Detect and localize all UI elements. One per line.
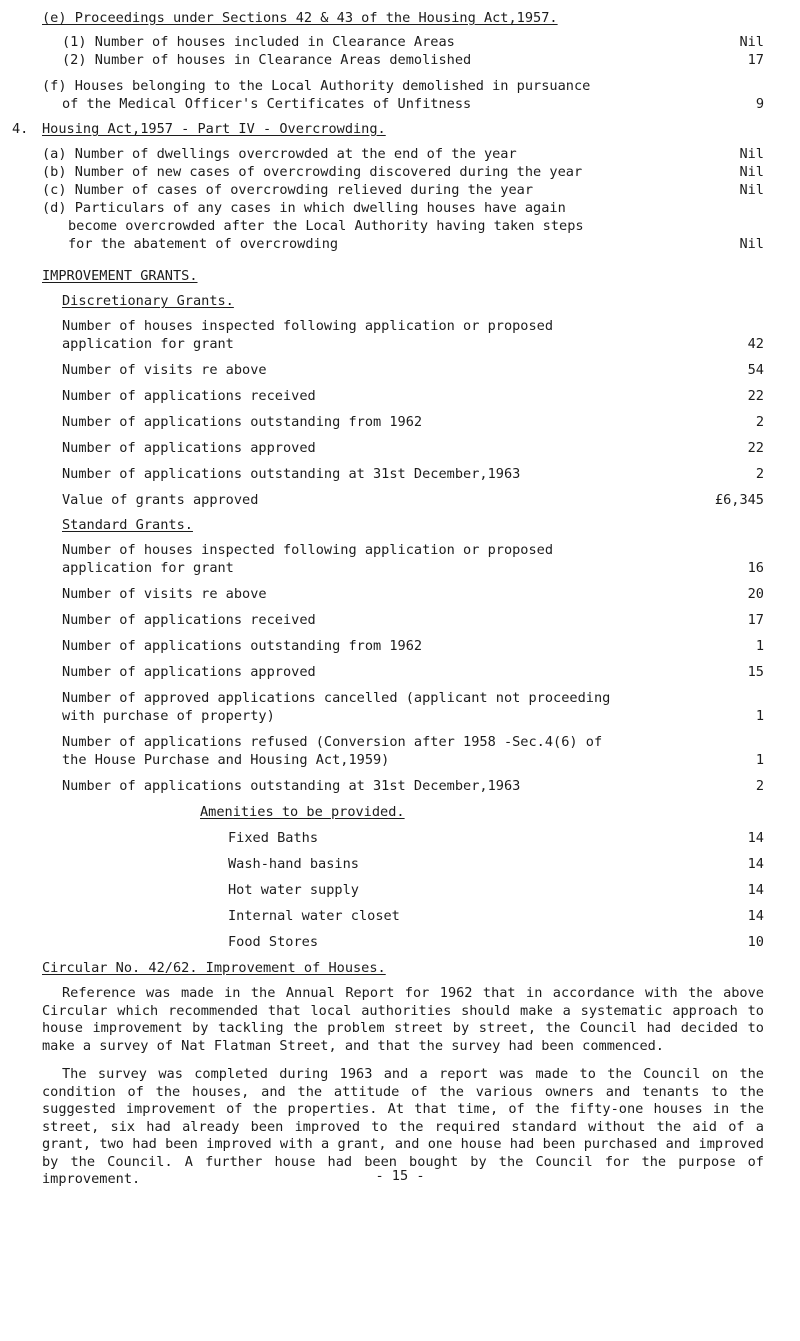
amenity-item (228, 934, 764, 950)
item-label: Number of applications approved (62, 440, 316, 456)
circular-heading: Circular No. 42/62. Improvement of Houses. (42, 960, 386, 976)
item-label: (b) Number of new cases of overcrowding discovered during the year (42, 164, 583, 180)
item-value: 22 (747, 440, 764, 456)
item-value: 20 (747, 586, 764, 602)
amenity-label: Hot water supply (228, 882, 359, 898)
item-value: Nil (739, 164, 764, 180)
discretionary-row (62, 414, 764, 430)
improvement-grants-heading: IMPROVEMENT GRANTS. (42, 268, 198, 284)
item-value: 2 (755, 778, 764, 794)
standard-heading: Standard Grants. (62, 517, 193, 533)
item-label: with purchase of property) (62, 708, 275, 724)
item-value: 15 (747, 664, 764, 680)
section-f-line-2 (62, 96, 764, 112)
discretionary-row (62, 362, 764, 378)
standard-inspected-line-1: Number of houses inspected following application or proposed (62, 542, 554, 558)
standard-refused-line-2 (62, 752, 764, 768)
section-4-item-d-line-3 (68, 236, 764, 252)
section-e-item-2 (62, 52, 764, 68)
section-4-item-b (42, 164, 764, 180)
item-label: the House Purchase and Housing Act,1959) (62, 752, 390, 768)
section-f-line-1: (f) Houses belonging to the Local Authority demolished in pursuance (42, 78, 591, 94)
standard-inspected-line-2 (62, 560, 764, 576)
item-value: 1 (755, 638, 764, 654)
item-label: Number of applications outstanding at 31st December,1963 (62, 778, 521, 794)
item-value: 54 (747, 362, 764, 378)
amenity-value: 10 (747, 934, 764, 950)
item-value: 17 (747, 612, 764, 628)
standard-outstanding (62, 778, 764, 794)
standard-refused-line-1: Number of applications refused (Conversion after 1958 -Sec.4(6) of (62, 734, 603, 750)
item-value: 1 (755, 752, 764, 768)
item-value: Nil (739, 182, 764, 198)
item-label: Number of applications approved (62, 664, 316, 680)
standard-cancelled-line-2 (62, 708, 764, 724)
item-label: application for grant (62, 336, 234, 352)
section-e-heading: (e) Proceedings under Sections 42 & 43 of the Housing Act,1957. (42, 10, 558, 26)
item-label: Number of applications received (62, 612, 316, 628)
amenity-item (228, 856, 764, 872)
section-e-item-1 (62, 34, 764, 50)
amenities-heading: Amenities to be provided. (200, 804, 405, 820)
standard-row (62, 664, 764, 680)
item-label: Value of grants approved (62, 492, 259, 508)
item-value: 42 (747, 336, 764, 352)
item-label: Number of applications received (62, 388, 316, 404)
amenity-value: 14 (747, 908, 764, 924)
item-value: Nil (739, 146, 764, 162)
item-value: Nil (739, 34, 764, 50)
amenity-label: Food Stores (228, 934, 319, 950)
circular-paragraph-2: The survey was completed during 1963 and a report was made to the Council on the condition of the houses, and the attitude of the various owners and tenants to the suggested improvement of the properties. At that time, of the fifty-one houses in the street, six had already been improved to the required standard without the aid of a grant, two had been improved with a grant, and one house had been purchased and improved by the Council. A further house had been bought by the Council for the purpose of improvement. (42, 1066, 764, 1187)
item-label: application for grant (62, 560, 234, 576)
item-label: Number of applications outstanding from 1962 (62, 638, 423, 654)
standard-row (62, 586, 764, 602)
standard-cancelled-line-1: Number of approved applications cancelled (applicant not proceeding (62, 690, 611, 706)
item-label: (1) Number of houses included in Clearance Areas (62, 34, 455, 50)
item-label: for the abatement of overcrowding (68, 236, 339, 252)
item-label: Number of visits re above (62, 586, 267, 602)
discretionary-inspected-line-1: Number of houses inspected following application or proposed (62, 318, 554, 334)
section-4-item-d-line-2: become overcrowded after the Local Authority having taken steps (68, 218, 584, 234)
amenity-label: Wash-hand basins (228, 856, 359, 872)
discretionary-row (62, 492, 764, 508)
discretionary-inspected-line-2 (62, 336, 764, 352)
item-value: £6,345 (714, 492, 764, 508)
amenity-value: 14 (747, 856, 764, 872)
amenity-value: 14 (747, 882, 764, 898)
amenity-item (228, 908, 764, 924)
discretionary-row (62, 466, 764, 482)
standard-row (62, 612, 764, 628)
section-4-item-c (42, 182, 764, 198)
item-label: Number of applications outstanding at 31st December,1963 (62, 466, 521, 482)
item-label: (c) Number of cases of overcrowding relieved during the year (42, 182, 534, 198)
item-value: Nil (739, 236, 764, 252)
page-number: - 15 - (375, 1168, 425, 1184)
section-4-item-a (42, 146, 764, 162)
amenity-value: 14 (747, 830, 764, 846)
standard-row (62, 638, 764, 654)
item-value: 1 (755, 708, 764, 724)
item-value: 17 (747, 52, 764, 68)
item-value: 2 (755, 414, 764, 430)
amenity-item (228, 830, 764, 846)
section-4-item-d-line-1: (d) Particulars of any cases in which dwelling houses have again (42, 200, 566, 216)
item-label: of the Medical Officer's Certificates of Unfitness (62, 96, 472, 112)
amenity-label: Fixed Baths (228, 830, 319, 846)
discretionary-row (62, 440, 764, 456)
amenity-item (228, 882, 764, 898)
item-value: 22 (747, 388, 764, 404)
amenity-label: Internal water closet (228, 908, 400, 924)
section-4-heading: Housing Act,1957 - Part IV - Overcrowding. (42, 121, 386, 137)
item-value: 2 (755, 466, 764, 482)
discretionary-heading: Discretionary Grants. (62, 293, 234, 309)
item-label: (a) Number of dwellings overcrowded at the end of the year (42, 146, 517, 162)
item-label: Number of visits re above (62, 362, 267, 378)
item-label: Number of applications outstanding from 1962 (62, 414, 423, 430)
item-value: 9 (755, 96, 764, 112)
item-value: 16 (747, 560, 764, 576)
circular-paragraph-1: Reference was made in the Annual Report for 1962 that in accordance with the above Circular which recommended that local authorities should make a systematic approach to house improvement by tackling the problem street by street, the Council had decided to make a survey of Nat Flatman Street, and that the survey had been commenced. (42, 985, 764, 1054)
item-label: (2) Number of houses in Clearance Areas demolished (62, 52, 472, 68)
section-4-number: 4. (12, 121, 29, 137)
discretionary-row (62, 388, 764, 404)
